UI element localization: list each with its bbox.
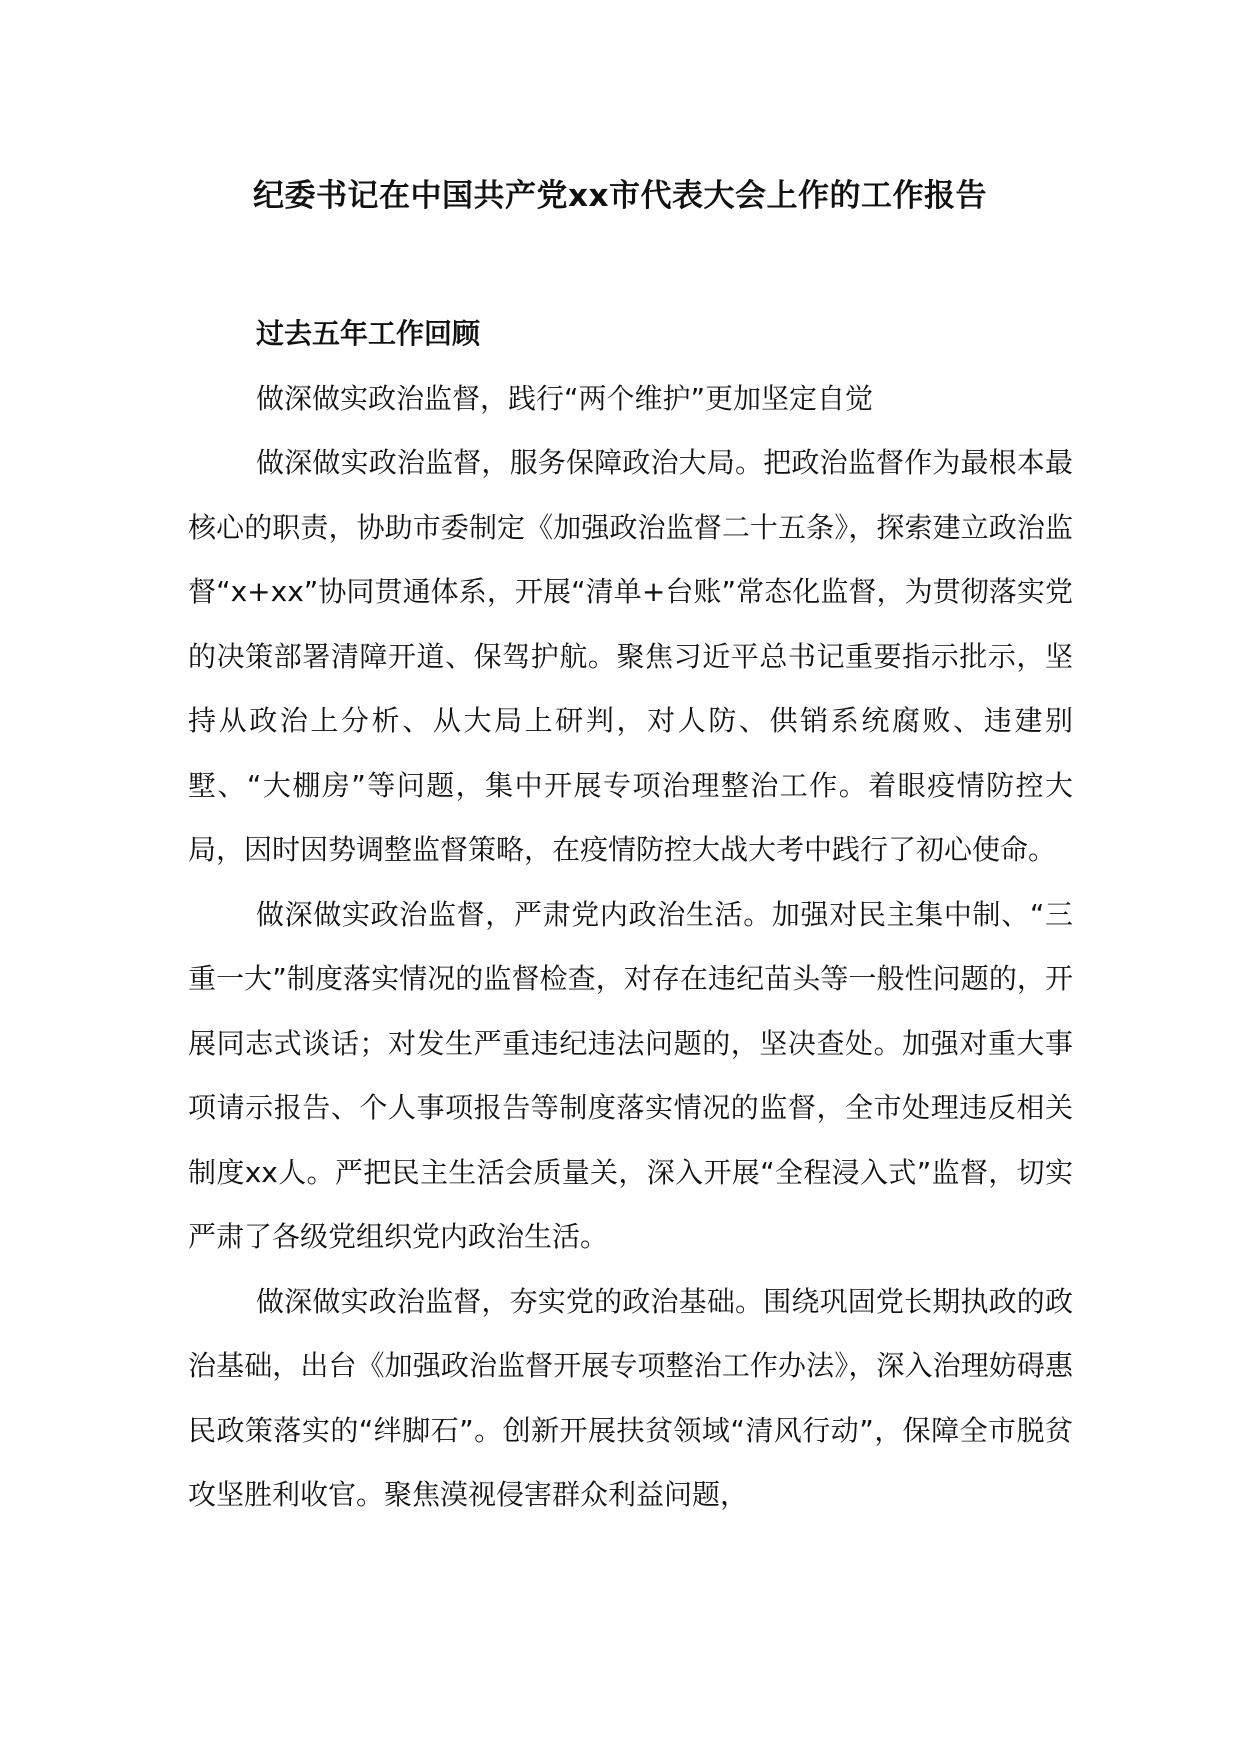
document-body <box>188 302 1073 1528</box>
paragraph-2: 做深做实政治监督，严肃党内政治生活。加强对民主集中制、“三重一大”制度落实情况的监督检查，对存在违纪苗头等一般性问题的，开展同志式谈话；对发生严重违纪违法问题的，坚决查处。加强对重大事项请示报告、个人事项报告等制度落实情况的监督，全市处理违反相关制度xx人。严把民主生活会质量关，深入开展“全程浸入式”监督，切实严肃了各级党组织党内政治生活。 <box>188 897 1073 1253</box>
paragraph-3: 做深做实政治监督，夯实党的政治基础。围绕巩固党长期执政的政治基础，出台《加强政治监督开展专项整治工作办法》，深入治理妨碍惠民政策落实的“绊脚石”。创新开展扶贫领域“清风行动”，保障全市脱贫攻坚胜利收官。聚焦漠视侵害群众利益问题， <box>188 1284 1073 1511</box>
section-heading: 过去五年工作回顾 <box>256 317 481 350</box>
paragraph-1: 做深做实政治监督，服务保障政治大局。把政治监督作为最根本最核心的职责，协助市委制定《加强政治监督二十五条》，探索建立政治监督“x+xx”协同贯通体系，开展“清单+台账”常态化监督，为贯彻落实党的决策部署清障开道、保驾护航。聚焦习近平总书记重要指示批示，坚持从政治上分析、从大局上研判，对人防、供销系统腐败、违建别墅、“大棚房”等问题，集中开展专项治理整治工作。着眼疫情防控大局，因时因势调整监督策略，在疫情防控大战大考中践行了初心使命。 <box>188 446 1073 866</box>
document-title: 纪委书记在中国共产党xx市代表大会上作的工作报告 <box>253 178 987 214</box>
subheading: 做深做实政治监督，践行“两个维护”更加坚定自觉 <box>256 381 874 415</box>
